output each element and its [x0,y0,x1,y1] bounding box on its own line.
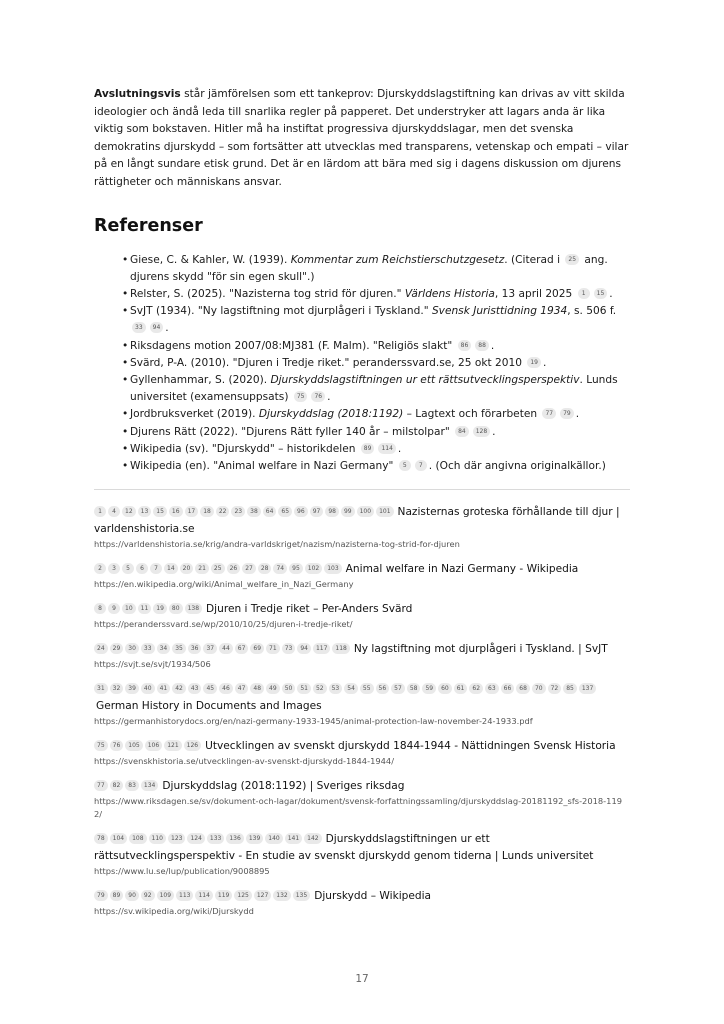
citation-badge[interactable]: 64 [263,506,277,517]
source-heading [94,681,630,715]
reference-text: SvJT (1934). "Ny lagstiftning mot djurplågeri i Tyskland." [130,305,432,318]
citation-badge[interactable]: 124 [187,833,204,844]
reference-title: Djurskyddslag (2018:1192) [258,408,404,421]
citation-badge[interactable]: 23 [231,506,245,517]
reference-title: Världens Historia [404,287,495,300]
source-heading [94,561,630,578]
citation-badge[interactable]: 86 [458,340,472,351]
source-url[interactable]: https://germanhistorydocs.org/en/nazi-germany-1933-1945/animal-protection-law-november-24-1933.pdf [94,716,533,727]
citation-badge[interactable]: 7 [415,460,427,471]
source-entry [94,778,630,821]
citation-badge[interactable]: 30 [125,643,139,654]
citation-badge[interactable]: 12 [122,506,136,517]
citation-badge[interactable]: 15 [594,288,608,299]
citation-badge[interactable]: 137 [579,683,596,694]
citation-badge[interactable]: 67 [235,643,249,654]
citation-badge[interactable]: 105 [125,740,142,751]
reference-item [122,458,630,475]
source-url[interactable]: https://sv.wikipedia.org/wiki/Djurskydd [94,906,254,917]
citation-badge[interactable]: 101 [376,506,393,517]
citation-badge[interactable]: 24 [94,643,108,654]
source-title-link[interactable]: Utvecklingen av svenskt djurskydd 1844-1944 - Nättidningen Svensk Historia [205,740,616,753]
citation-badge[interactable]: 3 [108,563,120,574]
citation-badge[interactable]: 79 [560,408,574,419]
citation-badge[interactable]: 96 [294,506,308,517]
source-entry [94,504,630,551]
citation-badge[interactable]: 88 [475,340,489,351]
source-heading [94,888,630,905]
citation-badge[interactable]: 44 [219,643,233,654]
citation-badge[interactable]: 57 [391,683,405,694]
citation-badge[interactable]: 2 [94,563,106,574]
reference-text: Svärd, P-A. (2010). "Djuren i Tredje riket." peranderssvard.se, 25 okt 2010 [130,356,526,369]
page-number: 17 [355,973,369,985]
reference-item [122,252,630,286]
citation-badge[interactable]: 72 [548,683,562,694]
citation-badge[interactable]: 103 [324,563,341,574]
citation-badge[interactable]: 110 [149,833,166,844]
citation-badge[interactable]: 18 [200,506,214,517]
closing-paragraph [94,86,630,192]
citation-badge[interactable]: 117 [313,643,330,654]
citation-badge[interactable]: 141 [285,833,302,844]
citation-badge[interactable]: 51 [297,683,311,694]
citation-badge[interactable]: 70 [532,683,546,694]
reference-text: . [490,339,495,352]
citation-badge[interactable]: 114 [195,890,212,901]
citation-badge[interactable]: 140 [265,833,282,844]
citation-badge[interactable]: 52 [313,683,327,694]
reference-text: ang. djurens skydd "för sin egen skull".) [130,253,608,283]
citation-badge[interactable]: 49 [266,683,280,694]
reference-text: Gyllenhammar, S. (2020). [130,373,271,386]
reference-item [122,406,630,423]
reference-text: , 13 april 2025 [494,287,576,300]
source-entry [94,831,630,878]
citation-badge[interactable]: 142 [304,833,321,844]
citation-badge[interactable]: 69 [250,643,264,654]
source-url[interactable]: https://en.wikipedia.org/wiki/Animal_welfare_in_Nazi_Germany [94,579,354,590]
citation-badge[interactable]: 76 [110,740,124,751]
citation-badge[interactable]: 134 [141,780,158,791]
citation-badge[interactable]: 85 [563,683,577,694]
citation-badge[interactable]: 92 [141,890,155,901]
citation-badge[interactable]: 106 [145,740,162,751]
reference-text: Wikipedia (sv). "Djurskydd" – historikdelen [130,442,359,455]
citation-badge[interactable]: 77 [542,408,556,419]
citation-badge[interactable]: 38 [247,506,261,517]
citation-badge[interactable]: 4 [108,506,120,517]
citation-badge[interactable]: 62 [469,683,483,694]
citation-badge[interactable]: 123 [168,833,185,844]
citation-badge[interactable]: 135 [293,890,310,901]
citation-badge[interactable]: 128 [473,426,490,437]
source-url[interactable]: https://www.riksdagen.se/sv/dokument-och-lagar/dokument/svensk-forfattningssamling/djurskyddslag-20181192_sfs-2018-1192/ [94,796,623,820]
reference-text: Giese, C. & Kahler, W. (1939). [130,253,291,266]
reference-text: . [327,391,331,404]
divider [94,489,630,490]
reference-text: Djurens Rätt (2022). "Djurens Rätt fyller 140 år – milstolpar" [130,425,454,438]
source-title-link[interactable]: Animal welfare in Nazi Germany - Wikipedia [345,563,579,576]
citation-badge[interactable]: 89 [361,443,375,454]
citation-badge[interactable]: 26 [227,563,241,574]
source-title-link[interactable]: Djurskyddslagstiftningen ur ett rättsutvecklingsperspektiv - En studie av svenskt djurskydd genom tiderna | Lunds universitet [94,833,594,863]
reference-item [122,338,630,355]
citation-badge[interactable]: 36 [188,643,202,654]
citation-badge[interactable]: 99 [341,506,355,517]
citation-badge[interactable]: 98 [325,506,339,517]
citation-badge[interactable]: 17 [185,506,199,517]
citation-badge[interactable]: 121 [164,740,181,751]
citation-badge[interactable]: 50 [282,683,296,694]
citation-badge[interactable]: 21 [195,563,209,574]
citation-badge[interactable]: 100 [357,506,374,517]
citation-badge[interactable]: 84 [455,426,469,437]
citation-badge[interactable]: 10 [122,603,136,614]
citation-badge[interactable]: 132 [273,890,290,901]
source-title-link[interactable]: German History in Documents and Images [96,700,322,713]
citation-badge[interactable]: 37 [203,643,217,654]
citation-badge[interactable]: 43 [188,683,202,694]
citation-badge[interactable]: 7 [150,563,162,574]
citation-badge[interactable]: 94 [297,643,311,654]
source-entry [94,738,630,768]
source-heading [94,504,630,538]
citation-badge[interactable]: 54 [344,683,358,694]
reference-title: Kommentar zum Reichstierschutzgesetz [290,253,505,266]
reference-item [122,424,630,441]
citation-badge[interactable]: 48 [250,683,264,694]
reference-item [122,441,630,458]
citation-badge[interactable]: 113 [176,890,193,901]
citation-badge[interactable]: 9 [108,603,120,614]
reference-item [122,303,630,337]
citation-badge[interactable]: 59 [422,683,436,694]
citation-badge[interactable]: 138 [185,603,202,614]
citation-badge[interactable]: 42 [172,683,186,694]
citation-badge[interactable]: 65 [278,506,292,517]
reference-text: . (Och där angivna originalkällor.) [428,460,606,472]
citation-badge[interactable]: 76 [311,391,325,402]
source-heading [94,778,630,795]
source-url[interactable]: https://svjt.se/svjt/1934/506 [94,659,211,670]
source-title-link[interactable]: Nazisternas groteska förhållande till djur | varldenshistoria.se [94,506,620,536]
citation-badge[interactable]: 63 [485,683,499,694]
citation-badge[interactable]: 75 [94,740,108,751]
source-heading [94,738,630,755]
citation-badge[interactable]: 77 [94,780,108,791]
citation-badge[interactable]: 1 [94,506,106,517]
citation-badge[interactable]: 68 [516,683,530,694]
citation-badge[interactable]: 109 [157,890,174,901]
citation-badge[interactable]: 47 [235,683,249,694]
citation-badge[interactable]: 14 [164,563,178,574]
reference-text: . [397,442,402,455]
citation-badge[interactable]: 33 [141,643,155,654]
citation-badge[interactable]: 74 [273,563,287,574]
citation-badge[interactable]: 19 [527,357,541,368]
citation-badge[interactable]: 27 [242,563,256,574]
citation-badge[interactable]: 71 [266,643,280,654]
citation-badge[interactable]: 32 [110,683,124,694]
reference-item [122,355,630,372]
citation-badge[interactable]: 1 [578,288,590,299]
citation-badge[interactable]: 75 [294,391,308,402]
citation-badge[interactable]: 20 [180,563,194,574]
reference-title: Djurskyddslagstiftningen ur ett rättsutvecklingsperspektiv [270,373,580,386]
reference-text: . [492,425,496,438]
citation-badge[interactable]: 58 [407,683,421,694]
citation-badge[interactable]: 33 [132,322,146,333]
reference-text: . Lunds universitet (examensuppsats) [130,373,618,404]
citation-badge[interactable]: 19 [153,603,167,614]
citation-badge[interactable]: 89 [110,890,124,901]
citation-badge[interactable]: 80 [169,603,183,614]
reference-item [122,286,630,303]
source-url[interactable]: https://www.lu.se/lup/publication/9008895 [94,866,270,877]
reference-text: – Lagtext och förarbeten [403,408,541,421]
source-entry [94,561,630,591]
citation-badge[interactable]: 15 [153,506,167,517]
citation-badge[interactable]: 35 [172,643,186,654]
source-title-link[interactable]: Djurskyddslag (2018:1192) | Sveriges riksdag [162,780,405,793]
citation-badge[interactable]: 114 [378,443,395,454]
citation-badge[interactable]: 139 [246,833,263,844]
citation-badge[interactable]: 28 [258,563,272,574]
source-url[interactable]: https://varldenshistoria.se/krig/andra-varldskriget/nazism/nazisterna-tog-strid-for-djuren [94,539,460,550]
citation-badge[interactable]: 25 [565,254,579,265]
source-heading [94,641,630,658]
closing-text: står jämförelsen som ett tankeprov: Djurskyddslagstiftning kan drivas av vitt skilda ideologier och ändå leda till snarlika regler på papperet. Det understryker att lagars anda är lika viktig som bokstaven. Hitler må ha instiftat progressiva djurskyddslagar, men det svenska demokratins djurskydd – som fortsätter att utvecklas med transparens, vetenskap och empati – vilar på en långt sundare etisk grund. Det är en lärdom att bära med sig i dagens diskussion om djurens rättigheter och människans ansvar. [94,88,629,188]
citation-badge[interactable]: 104 [110,833,127,844]
citation-badge[interactable]: 5 [122,563,134,574]
citation-badge[interactable]: 22 [216,506,230,517]
reference-text: . [165,322,169,335]
citation-badge[interactable]: 8 [94,603,106,614]
citation-badge[interactable]: 125 [234,890,251,901]
reference-text: , s. 506 f. [567,305,617,318]
citation-badge[interactable]: 83 [125,780,139,791]
reference-text: . [609,287,613,300]
citation-badge[interactable]: 41 [157,683,171,694]
reference-text: . [575,408,580,421]
citation-badge[interactable]: 82 [110,780,124,791]
closing-lead-word: Avslutningsvis [94,88,181,100]
source-title-link[interactable]: Ny lagstiftning mot djurplågeri i Tyskland. | SvJT [353,643,608,656]
reference-text: Wikipedia (en). "Animal welfare in Nazi Germany" [130,460,397,472]
citation-badge[interactable]: 53 [329,683,343,694]
reference-text: Relster, S. (2025). "Nazisterna tog strid för djuren." [130,287,405,300]
reference-text: Riksdagens motion 2007/08:MJ381 (F. Malm). "Religiös slakt" [130,339,456,352]
source-entry [94,681,630,728]
citation-badge[interactable]: 95 [289,563,303,574]
citation-badge[interactable]: 31 [94,683,108,694]
citation-badge[interactable]: 102 [305,563,322,574]
references-heading: Referenser [94,215,203,236]
citation-badge[interactable]: 61 [454,683,468,694]
citation-badge[interactable]: 79 [94,890,108,901]
citation-badge[interactable]: 13 [138,506,152,517]
citation-badge[interactable]: 118 [332,643,349,654]
citation-badge[interactable]: 94 [150,322,164,333]
reference-title: Svensk Juristtidning 1934 [431,305,568,318]
citation-badge[interactable]: 29 [110,643,124,654]
reference-text: . (Citerad i [504,253,564,266]
citation-badge[interactable]: 60 [438,683,452,694]
citation-badge[interactable]: 73 [282,643,296,654]
reference-item [122,372,630,406]
citation-badge[interactable]: 127 [254,890,271,901]
reference-list [94,252,630,476]
source-entry [94,888,630,918]
citation-badge[interactable]: 97 [310,506,324,517]
citation-badge[interactable]: 40 [141,683,155,694]
citation-badge[interactable]: 90 [125,890,139,901]
citation-badge[interactable]: 66 [501,683,515,694]
citation-badge[interactable]: 39 [125,683,139,694]
citation-badge[interactable]: 56 [376,683,390,694]
source-title-link[interactable]: Djurskydd – Wikipedia [314,890,432,903]
citation-badge[interactable]: 6 [136,563,148,574]
citation-badge[interactable]: 78 [94,833,108,844]
citation-badge[interactable]: 55 [360,683,374,694]
citation-badge[interactable]: 119 [215,890,232,901]
citation-badge[interactable]: 25 [211,563,225,574]
source-entry [94,641,630,671]
source-entry [94,601,630,631]
source-heading [94,831,630,865]
citation-badge[interactable]: 34 [157,643,171,654]
reference-text: Jordbruksverket (2019). [130,408,259,421]
citation-badge[interactable]: 133 [207,833,224,844]
citation-badge[interactable]: 108 [129,833,146,844]
citation-badge[interactable]: 16 [169,506,183,517]
source-url[interactable]: https://svenskhistoria.se/utvecklingen-av-svenskt-djurskydd-1844-1944/ [94,756,394,767]
citation-badge[interactable]: 5 [399,460,411,471]
source-title-link[interactable]: Djuren i Tredje riket – Per-Anders Svärd [206,603,413,616]
document-page [94,86,630,928]
reference-text: . [542,356,547,369]
source-list [94,504,630,918]
source-url[interactable]: https://peranderssvard.se/wp/2010/10/25/djuren-i-tredje-riket/ [94,619,353,630]
source-heading [94,601,630,618]
citation-badge[interactable]: 45 [203,683,217,694]
citation-badge[interactable]: 46 [219,683,233,694]
citation-badge[interactable]: 126 [184,740,201,751]
citation-badge[interactable]: 136 [226,833,243,844]
citation-badge[interactable]: 11 [138,603,152,614]
